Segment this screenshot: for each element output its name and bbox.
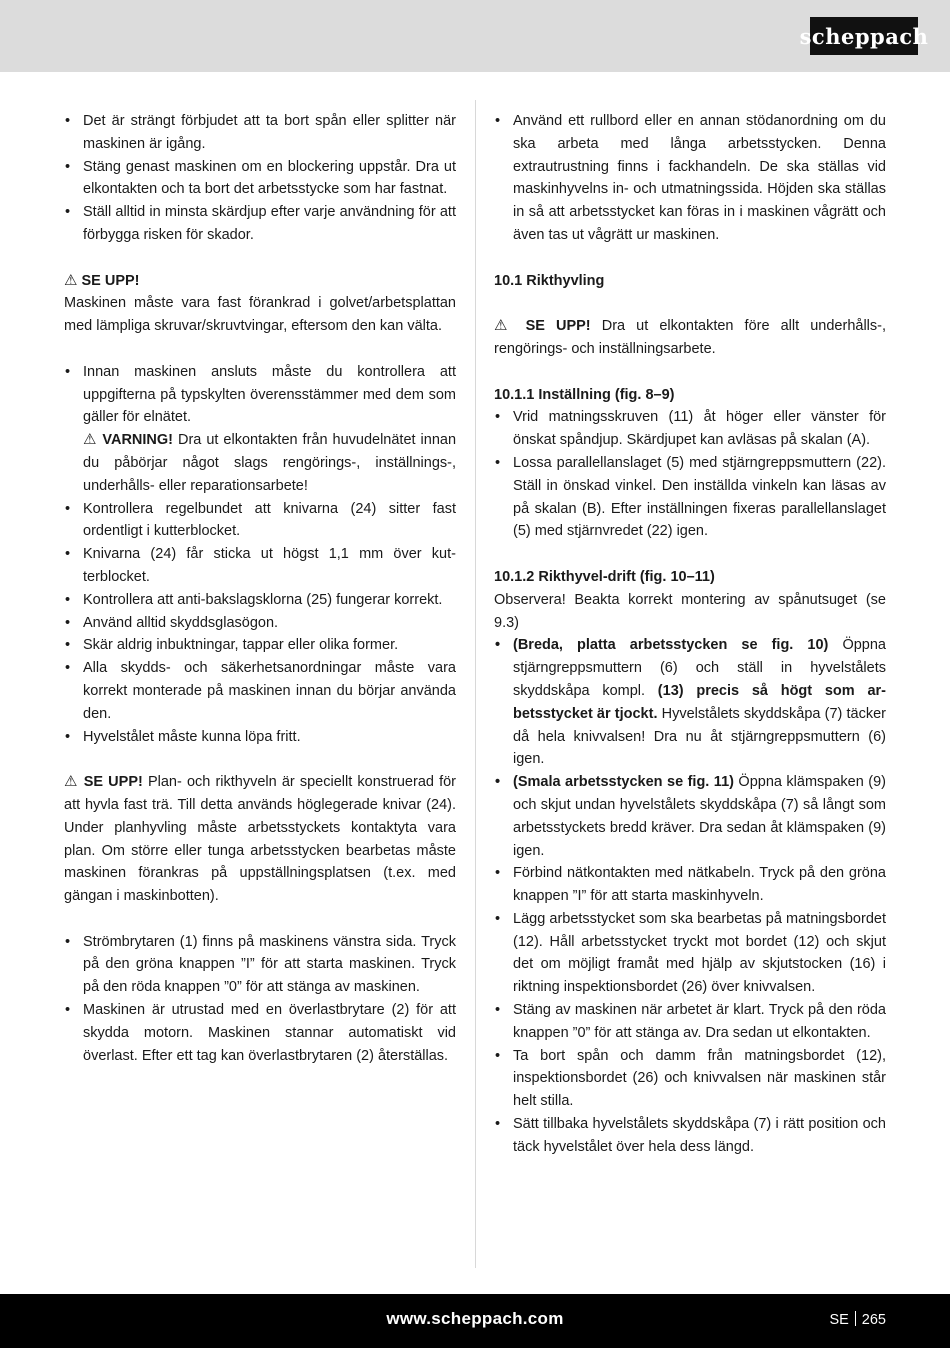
brand-logo: scheppach: [810, 17, 918, 55]
item-emphasis: (13) precis så högt som arbetsstycket är tjockt.: [513, 682, 886, 722]
caution-block: [64, 771, 456, 908]
list-item: • Hyvelstålet måste kunna löpa fritt.: [64, 726, 456, 749]
list-item: • Ta bort spån och damm från matningsbordet (12), inspektionsbordet (26) och knivvalsen när maskinen står helt stilla.: [494, 1045, 886, 1113]
caution-title: SE UPP!: [83, 774, 143, 791]
caution-text: Dra ut elkontakten före allt underhålls-, rengörings- och inställningsarbete.: [494, 318, 886, 357]
caution-block: [494, 315, 886, 361]
right-column: [494, 110, 886, 1159]
list-item: • Stäng genast maskinen om en blockering uppstår. Dra ut elkontakten och ta bort det arbetsstycke som har fastnat.: [64, 156, 456, 202]
warning-triangle-icon: ⚠: [64, 773, 79, 791]
section-heading: 10.1 Rikthyvling: [494, 272, 605, 289]
warning-item: [64, 429, 456, 497]
list-item: • Vrid matningsskruven (11) åt höger eller vänster för önskat spåndjup. Skärdjupet kan avläsas på skalan (A).: [494, 406, 886, 452]
warning-triangle-icon: ⚠: [494, 317, 515, 335]
bullet-list: [494, 634, 886, 1158]
caution-title: SE UPP!: [525, 318, 591, 335]
list-item: • Stäng av maskinen när arbetet är klart. Tryck på den röda knappen ”0” för att stänga av. Dra sedan ut elkontakten.: [494, 999, 886, 1045]
list-item: • Ställ alltid in minsta skärdjup efter varje användning för att förbygga risken för skador.: [64, 201, 456, 247]
caution-text: Maskinen måste vara fast förankrad i golvet/arbetsplattan med lämpliga skruvar/skruvtvingar, eftersom den kan välta.: [64, 295, 456, 335]
item-text: Hyvelstålets skyddskåpa (7) täcker då hela knivvalsen! Dra nu åt stjärngreppsmuttern (6) igen.: [513, 705, 886, 768]
list-item: • Skär aldrig inbuktningar, tappar eller olika former.: [64, 634, 456, 657]
list-item: • Alla skydds- och säkerhetsanordningar måste vara korrekt monterade på maskinen innan du börjar använda den.: [64, 657, 456, 725]
warning-triangle-icon: ⚠: [83, 431, 98, 449]
list-item: • Strömbrytaren (1) finns på maskinens vänstra sida. Tryck på den gröna knappen ”I” för att starta maskinen. Tryck på den röda knappen ”0” för att stänga av maskinen.: [64, 931, 456, 999]
warning-triangle-icon: ⚠: [64, 271, 78, 289]
list-item: • Knivarna (24) får sticka ut högst 1,1 mm över kutterblocket.: [64, 543, 456, 589]
page-number: [829, 1311, 886, 1328]
list-item: [494, 771, 886, 862]
separator: [855, 1311, 856, 1326]
bullet-list: [494, 110, 886, 247]
list-item: • Lossa parallellanslaget (5) med stjärngreppsmuttern (22). Ställ in önskad vinkel. Den inställda vinkeln kan läsas av på skalan (B). Efter inställningen fixeras parallellanslaget (5) med stjärnvredet (22) igen.: [494, 452, 886, 543]
list-item: • Kontrollera att anti-bakslagsklorna (25) fungerar korrekt.: [64, 589, 456, 612]
language-code: SE: [829, 1312, 849, 1328]
subsection-heading: 10.1.1 Inställning (fig. 8–9): [494, 386, 675, 403]
page-footer: [0, 1294, 950, 1348]
subsection-heading: 10.1.2 Rikthyvel-drift (fig. 10–11): [494, 568, 715, 585]
list-item: [494, 634, 886, 771]
note-text: Observera! Beakta korrekt montering av spånutsuget (se 9.3): [494, 591, 886, 631]
bullet-list: [64, 931, 456, 1068]
list-item: • Använd ett rullbord eller en annan stödanordning om du ska arbeta med långa arbetsstycken. Denna extrautrustning finns i fackhandeln. De ska ställas vid maskinhyvelns in- och utmatningssida. Höjden ska ställas in så att arbetsstycket kan föras in i maskinen vågrätt och även tas ut vågrätt ur maskinen.: [494, 110, 886, 247]
bullet-list: [494, 406, 886, 543]
warning-text: Dra ut elkontakten från huvudelnätet innan du påbörjar något slags rengörings-, inställnings-, underhålls- eller reparationsarbete!: [83, 432, 457, 494]
page-number-value: 265: [861, 1312, 886, 1328]
list-item: • Lägg arbetsstycket som ska bearbetas på matningsbordet (12). Håll arbetsstycket tryckt mot bordet (12) och skjut det om möjligt framåt med hjälp av skjutstocken (16) i riktning inspektionsbordet (26) över knivvalsen.: [494, 908, 886, 999]
list-item: • Sätt tillbaka hyvelstålets skyddskåpa (7) i rätt position och täck hyvelstålet över hela dess längd.: [494, 1113, 886, 1159]
caution-text: Plan- och rikthyveln är speciellt konstruerad för att hyvla fast trä. Till detta används höglegerade knivar (24). Under planhyvling måste arbetsstyckets kontaktyta vara plan. Om större eller tunga arbetsstycken bearbetas måste maskinen förankras på uppställningsplatsen (t.ex. med gängan i maskinbotten).: [64, 774, 457, 905]
website-link[interactable]: www.scheppach.com: [386, 1309, 564, 1328]
bullet-list: [64, 361, 456, 749]
item-lead: (Breda, platta arbetsstycken se fig. 10): [513, 637, 829, 654]
caution-block: [64, 270, 456, 293]
item-text: Öppna stjärngreppsmuttern (6) och ställ in hyvelstålets skyddskåpa kompl.: [513, 637, 886, 699]
list-item: • Använd alltid skyddsglasögon.: [64, 612, 456, 635]
warning-title: VARNING!: [102, 432, 174, 449]
item-lead: (Smala arbetsstycken se fig. 11): [513, 774, 734, 791]
list-item: • Det är strängt förbjudet att ta bort spån eller splitter när maskinen är igång.: [64, 110, 456, 156]
list-item: • Maskinen är utrustad med en överlastbrytare (2) för att skydda motorn. Maskinen stannar automatiskt vid överlast. Efter ett tag kan överlastbrytaren (2) återställas.: [64, 999, 456, 1067]
item-text: Öppna klämspaken (9) och skjut undan hyvelstålets skyddskåpa (7) så långt som arbetsstyckets bredd kräver. Dra sedan åt klämspaken (9) igen.: [513, 774, 886, 859]
caution-title: SE UPP!: [81, 272, 140, 289]
column-divider: [475, 100, 476, 1268]
list-item: • Kontrollera regelbundet att knivarna (24) sitter fast ordentligt i kutterblocket.: [64, 498, 456, 544]
left-column: [64, 110, 456, 1067]
list-item: • Innan maskinen ansluts måste du kontrollera att uppgifterna på typskylten överensstämmer med dem som gäller för elnätet.: [64, 361, 456, 429]
bullet-list: [64, 110, 456, 247]
page-header: [0, 0, 950, 72]
list-item: • Förbind nätkontakten med nätkabeln. Tryck på den gröna knappen ”I” för att starta maskinhyveln.: [494, 862, 886, 908]
